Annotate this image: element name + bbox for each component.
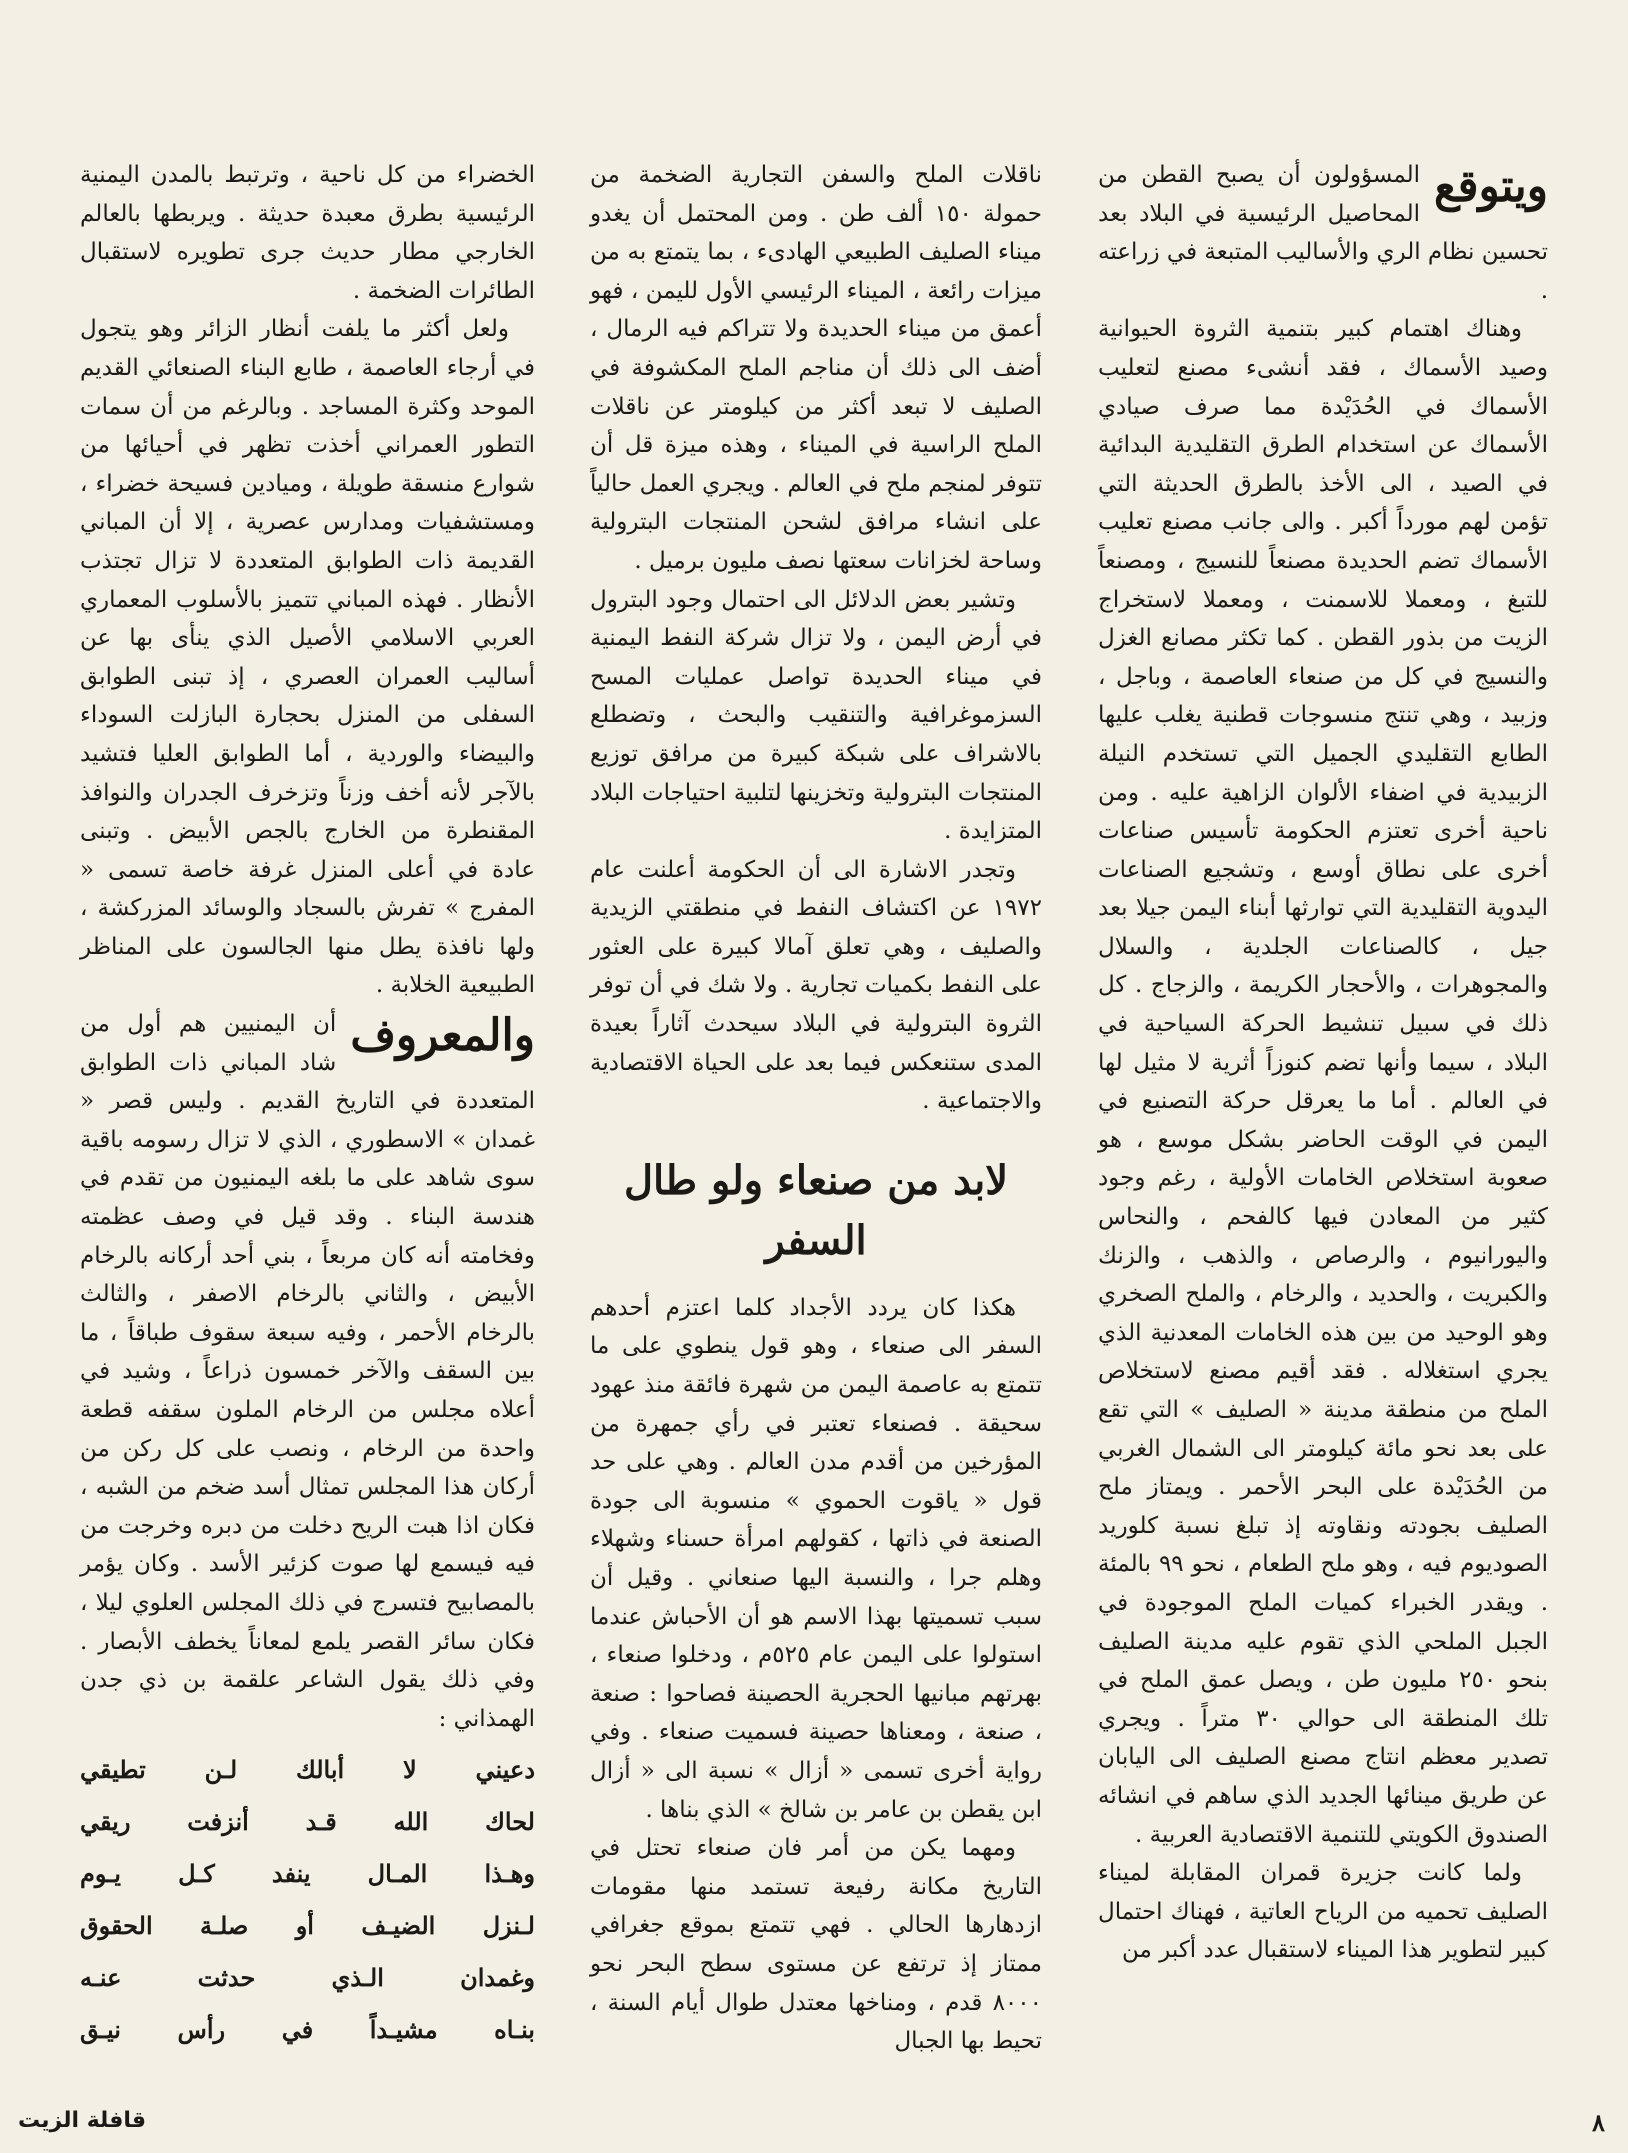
paragraph: ومهما يكن من أمر فان صنعاء تحتل في التاريخ مكانة رفيعة تستمد منها مقومات ازدهارها الحالي . فهي تتمتع بموقع جغرافي ممتاز إذ ترتفع عن مستوى سطح البحر نحو ٨٠٠٠ قدم ، ومناخها معتدل طوال أيام السنة ، تحيط بها الجبال — [590, 1835, 1042, 2055]
paragraph: هكذا كان يردد الأجداد كلما اعتزم أحدهم السفر الى صنعاء ، وهو قول ينطوي على ما تتمتع به عاصمة اليمن من شهرة فائقة منذ عهود سحيقة . فصنعاء تعتبر في رأي جمهرة من المؤرخين من أقدم مدن العالم . وهي على حد قول « ياقوت الحموي » منسوبة الى جودة الصنعة في ذاتها ، كقولهم امرأة حسناء وشهلاء وهلم جرا ، والنسبة اليها صنعاني . وقيل أن سبب تسميتها بهذا الاسم هو أن الأحباش عندما استولوا على اليمن عام ٥٢٥م ، ودخلوا صنعاء ، بهرتهم مبانيها الحجرية الحصينة فصاحوا : صنعة ، صنعة ، ومعناها حصينة فسميت صنعاء . وفي رواية أخرى تسمى « أزال » نسبة الى « أزال ابن يقطن بن عامر بن شالخ » الذي بناها . — [590, 1294, 1042, 1823]
paragraph: وهناك اهتمام كبير بتنمية الثروة الحيوانية وصيد الأسماك ، فقد أنشىء مصنع لتعليب الأسماك في الحُدَيْدة مما صرف صيادي الأسماك عن استخدام الطرق التقليدية البدائية في الصيد ، الى الأخذ بالطرق الحديثة التي تؤمن لهم مورداً أكبر . والى جانب مصنع تعليب الأسماك تضم الحديدة مصنعاً للنسيج ، ومصنعاً للتبغ ، ومعملا للاسمنت ، ومعملا لاستخراج الزيت من بذور القطن . كما تكثر مصانع الغزل والنسيج في كل من صنعاء العاصمة ، وباجل ، وزبيد ، وهي تنتج منسوجات قطنية يغلب عليها الطابع التقليدي الجميل التي تستخدم النيلة الزبيدية في اضفاء الألوان الزاهية عليه . ومن ناحية أخرى تعتزم الحكومة تأسيس صناعات أخرى على نطاق أوسع ، وتشجيع الصناعات اليدوية التقليدية التي توارثها أبناء اليمن جيلا بعد جيل ، كالصناعات الجلدية ، والسلال والمجوهرات ، والأحجار الكريمة ، والزجاج . كل ذلك في سبيل تنشيط الحركة السياحية في البلاد ، سيما وأنها تضم كنوزاً أثرية لا مثيل لها في العالم . أما ما يعرقل حركة التصنيع في اليمن في الوقت الحاضر بشكل موسع ، هو صعوبة استخلاص الخامات الأولية ، رغم وجود كثير من المعادن فيها كالفحم ، والنحاس واليورانيوم ، والرصاص ، والذهب ، والزنك والكبريت ، والحديد ، والرخام ، والملح الصخري وهو الوحيد من بين هذه الخامات المعدنية الذي يجري استغلاله . فقد أقيم مصنع لاستخلاص الملح من منطقة مدينة « الصليف » التي تقع على بعد نحو مائة كيلومتر الى الشمال الغربي من الحُدَيْدة على البحر الأحمر . ويمتاز ملح الصليف بجودته ونقاوته إذ تبلغ نسبة كلوريد الصوديوم فيه ، وهو ملح الطعام ، نحو ٩٩ بالمئة . ويقدر الخبراء كميات الملح الموجودة في الجبل الملحي الذي تقوم عليه مدينة الصليف بنحو ٢٥٠ مليون طن ، ويصل عمق الملح في تلك المنطقة الى حوالي ٣٠ متراً . ويجري تصدير معظم انتاج مصنع الصليف الى اليابان عن طريق مينائها الجديد الذي ساهم في انشائه الصندوق الكويتي للتنمية الاقتصادية العربية . — [1098, 316, 1548, 1848]
poem — [80, 1744, 535, 2056]
paragraph: وتجدر الاشارة الى أن الحكومة أعلنت عام ١٩٧٢ عن اكتشاف النفط في منطقتي الزيدية والصليف ، وهي تعلق آمالا كبيرة على العثور على النفط بكميات تجارية . ولا شك في أن توفر الثروة البترولية في البلاد سيحدث آثاراً بعيدة المدى ستنعكس فيما بعد على الحياة الاقتصادية والاجتماعية . — [590, 856, 1042, 1115]
paragraph: ولما كانت جزيرة قمران المقابلة لميناء الصليف تحميه من الرياح العاتية ، فهناك احتمال كبير لتطوير هذا الميناء لاستقبال عدد أكبر من — [1098, 1860, 1548, 1964]
footer-title: قافلة الزيت — [18, 2108, 147, 2133]
paragraph: أن اليمنيين هم أول من شاد المباني ذات الطوابق المتعددة في التاريخ القديم . وليس قصر « غمدان » الاسطوري ، الذي لا تزال رسومه باقية سوى شاهد على ما بلغه اليمنيون من تقدم في هندسة البناء . وقد قيل في وصف عظمته وفخامته أنه كان مربعاً ، بني أحد أركانه بالرخام الأبيض ، والثاني بالرخام الاصفر ، والثالث بالرخام الأحمر ، وفيه سبعة سقوف طباقاً ، ما بين السقف والآخر خمسون ذراعاً ، وشيد في أعلاه مجلس من الرخام الملون سقفه قطعة واحدة من الرخام ، ونصب على كل ركن من أركان هذا المجلس تمثال أسد ضخم من الشبه ، فكان اذا هبت الريح دخلت من دبره وخرجت من فيه فيسمع لها صوت كزئير الأسد . وكان يؤمر بالمصابيح فتسرج في ذلك المجلس العلوي ليلا ، فكان سائر القصر يلمع لمعاناً يخطف الأبصار . وفي ذلك يقول الشاعر علقمة بن ذي جدن الهمذاني : — [80, 1011, 535, 1732]
poem-line: لحاك الله قـد أنزفت ريقي — [80, 1807, 535, 1837]
poem-line: وغمدان الـذي حدثت عنـه — [80, 1963, 535, 1993]
page-number: ٨ — [1592, 2108, 1605, 2137]
paragraph: المسؤولون أن يصبح القطن من المحاصيل الرئيسية في البلاد بعد تحسين نظام الري والأساليب المتبعة في زراعته . — [1098, 162, 1548, 304]
paragraph: ناقلات الملح والسفن التجارية الضخمة من حمولة ١٥٠ ألف طن . ومن المحتمل أن يغدو ميناء الصليف الطبيعي الهادىء ، بما يتمتع به من ميزات رائعة ، الميناء الرئيسي الأول لليمن ، فهو أعمق من ميناء الحديدة ولا تتراكم فيه الرمال ، أضف الى ذلك أن مناجم الملح المكشوفة في الصليف لا تبعد أكثر من كيلومتر عن ناقلات الملح الراسية في الميناء ، وهذه ميزة قل أن تتوفر لمنجم ملح في العالم . ويجري العمل حالياً على انشاء مرافق لشحن المنتجات البترولية وساحة لخزانات سعتها نصف مليون برميل . — [590, 162, 1043, 574]
section-heading: لابد من صنعاء ولو طال السفر — [623, 1156, 1009, 1264]
column-right — [1098, 156, 1548, 1970]
dropcap-heading: ويتوقع — [1434, 161, 1548, 212]
poem-line: لـنزل الضيـف أو صلـة الحقوق — [80, 1911, 535, 1941]
paragraph: ولعل أكثر ما يلفت أنظار الزائر وهو يتجول في أرجاء العاصمة ، طابع البناء الصنعائي القديم الموحد وكثرة المساجد . وبالرغم من أن سمات التطور العمراني أخذت تظهر في أحيائها من شوارع منسقة طويلة ، وميادين فسيحة خضراء ، ومستشفيات ومدارس عصرية ، إلا أن المباني القديمة ذات الطوابق المتعددة لا تزال تجتذب الأنظار . فهذه المباني تتميز بالأسلوب المعماري العربي الاسلامي الأصيل الذي ينأى بها عن أساليب العمران العصري ، إذ تبنى الطوابق السفلى من المنزل بحجارة البازلت السوداء والبيضاء والوردية ، أما الطوابق العليا فتشيد بالآجر لأنه أخف وزناً وتزخرف الجدران والنوافذ المقنطرة من الخارج بالجص الأبيض . وتبنى عادة في أعلى المنزل غرفة خاصة تسمى « المفرج » تفرش بالسجاد والوسائد المزركشة ، ولها نافذة يطل منها الجالسون على المناظر الطبيعية الخلابة . — [80, 316, 535, 999]
dropcap-heading: والمعروف — [350, 1010, 535, 1062]
column-middle — [590, 156, 1042, 2061]
column-left — [80, 156, 535, 2056]
paragraph: وتشير بعض الدلائل الى احتمال وجود البترول في أرض اليمن ، ولا تزال شركة النفط اليمنية في ميناء الحديدة تواصل عمليات المسح السزموغرافية والتنقيب والبحث ، وتضطلع بالاشراف على شبكة كبيرة من مرافق توزيع المنتجات البترولية وتخزينها لتلبية احتياجات البلاد المتزايدة . — [590, 586, 1042, 845]
poem-line: بنـاه مشيـداً في رأس نيـق — [80, 2015, 535, 2045]
poem-line: وهـذا المـال ينفد كـل يـوم — [80, 1859, 535, 1889]
poem-line: دعيني لا أبالك لـن تطيقي — [80, 1755, 535, 1785]
paragraph: الخضراء من كل ناحية ، وترتبط بالمدن اليمنية الرئيسية بطرق معبدة حديثة . ويربطها بالعالم الخارجي مطار حديث جرى تطويره لاستقبال الطائرات الضخمة . — [80, 162, 535, 304]
